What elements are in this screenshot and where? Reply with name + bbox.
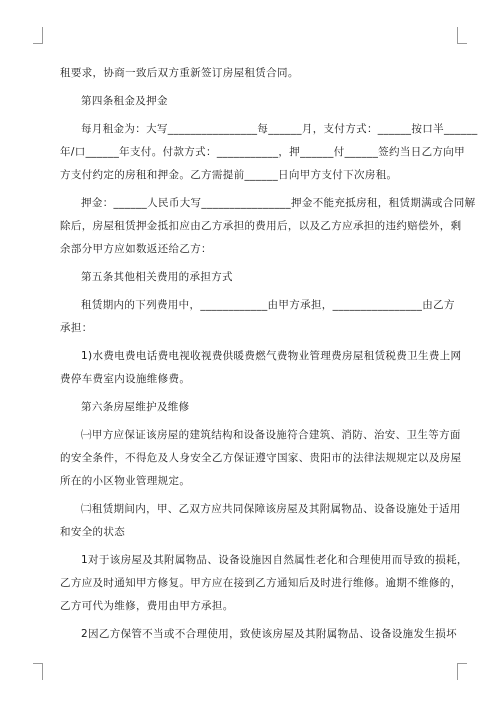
document-body (60, 62, 478, 646)
crop-mark-bottom-left (33, 663, 43, 680)
paragraph-line: 余部分甲方应如数返还给乙方： (60, 243, 212, 255)
paragraph-line: 1)水费电费电话费电视收视费供暖费燃气费物业管理费房屋租赁税费卫生费上网 (81, 350, 462, 362)
paragraph-line: 和安全的状态 (60, 526, 126, 538)
paragraph-line: 年/口______年支付。付款方式：___________，押______付______签约当日乙方向甲 (60, 146, 465, 158)
paragraph-line: ㈠甲方应保证该房屋的建筑结构和设备设施符合建筑、消防、治安、卫生等方面 (81, 429, 461, 441)
paragraph-line: 每月租金为：大写________________每______月，支付方式：______按口半______ (81, 123, 478, 135)
paragraph-line: 除后，房屋租赁押金抵扣应由乙方承担的费用后，以及乙方应承担的违约赔偿外，剩 (60, 220, 462, 232)
paragraph-line: 方支付约定的房租和押金。乙方需提前______日向甲方支付下次房租。 (60, 169, 398, 181)
paragraph-line: 租要求，协商一致后双方重新签订房屋租赁合同。 (60, 67, 299, 79)
paragraph-line: 乙方可代为维修，费用由甲方承担。 (60, 600, 234, 612)
paragraph-line: ㈡租赁期间内，甲、乙双方应共同保障该房屋及其附属物品、设备设施处于适用 (81, 503, 461, 515)
paragraph-line: 承担： (60, 322, 93, 334)
crop-mark-top-right (457, 27, 467, 44)
paragraph-line: 第四条租金及押金 (81, 95, 168, 107)
paragraph-line: 2因乙方保管不当或不合理使用，致使该房屋及其附属物品、设备设施发生损坏 (81, 628, 457, 640)
paragraph-line: 1对于该房屋及其附属物品、设备设施因自然属性老化和合理使用而导致的损耗， (81, 554, 468, 566)
paragraph-line: 乙方应及时通知甲方修复。甲方应在接到乙方通知后及时进行维修。逾期不维修的， (60, 577, 462, 589)
paragraph-line: 所在的小区物业管理规定。 (60, 475, 191, 487)
paragraph-line: 第六条房屋维护及维修 (81, 401, 190, 413)
paragraph-line: 的安全条件，不得危及人身安全乙方保证遵守国家、贵阳市的法律法规规定以及房屋 (60, 452, 462, 464)
crop-mark-top-left (33, 27, 43, 44)
paragraph-line: 第五条其他相关费用的承担方式 (81, 271, 233, 283)
paragraph-line: 费停车费室内设施维修费。 (60, 373, 191, 385)
crop-mark-bottom-right (457, 663, 467, 680)
paragraph-line: 押金：______人民币大写________________押金不能充抵房租，租赁期满或合同解 (81, 197, 476, 209)
paragraph-line: 租赁期内的下列费用中，____________由甲方承担，________________由乙方 (81, 299, 455, 311)
